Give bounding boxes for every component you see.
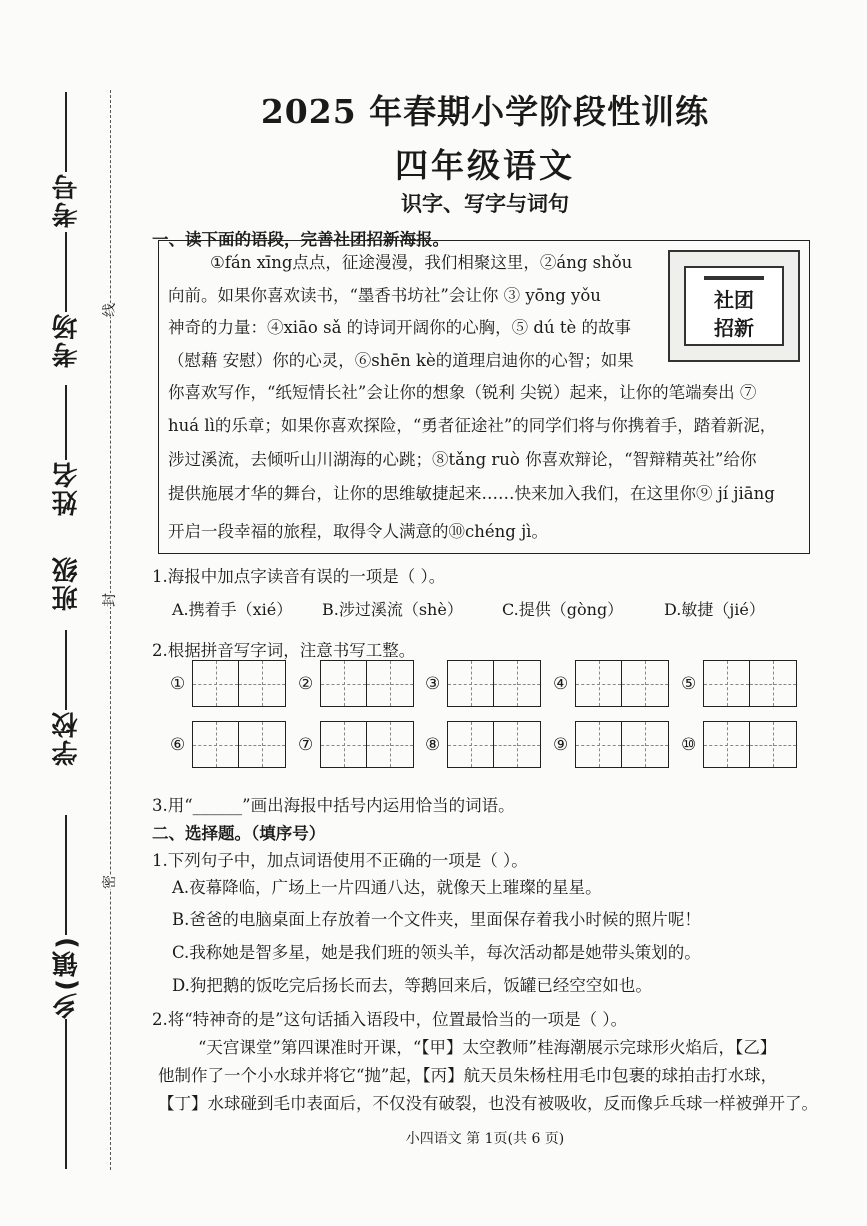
grid-number: ⑤ <box>681 673 697 694</box>
xingming-blank[interactable] <box>65 385 67 460</box>
part1-q1-option-a[interactable]: A.携着手（xié） <box>172 600 293 619</box>
part1-q1-option-c[interactable]: C.提供（gòng） <box>502 600 624 619</box>
writing-grid-2[interactable] <box>298 660 414 707</box>
writing-grid-1[interactable] <box>170 660 286 707</box>
kaochang-blank[interactable] <box>65 232 67 312</box>
section-title: 识字、写字与词句 <box>401 192 569 216</box>
page-footer: 小四语文 第 1页(共 6 页) <box>405 1131 565 1147</box>
poster-line-1: ①fán xīng点点，征途漫漫，我们相聚这里，②áng shǒu <box>210 253 633 272</box>
part1-q1-option-b[interactable]: B.涉过溪流（shè） <box>322 600 463 619</box>
poster-line-4: （慰藉 安慰）你的心灵，⑥shēn kè的道理启迪你的心智；如果 <box>168 351 634 370</box>
xuexiao-blank[interactable] <box>65 630 67 710</box>
field-xuexiao[interactable] <box>46 630 86 766</box>
club-recruitment-logo <box>668 250 800 362</box>
grid-number: ⑧ <box>425 734 441 755</box>
poster-line-9: 开启一段幸福的旅程，取得令人满意的⑩chéng jì。 <box>168 522 548 541</box>
xiangzhen-blank-top[interactable] <box>65 815 67 935</box>
xingming-label: 姓名 <box>51 460 82 516</box>
poster-line-8: 提供施展才华的舞台，让你的思维敏捷起来……快来加入我们，在这里你⑨ jí jiāng <box>168 484 775 503</box>
writing-grid-7[interactable] <box>298 721 414 768</box>
exam-title: 2025 年春期小学阶段性训练 <box>260 92 710 131</box>
field-xiangzhen[interactable] <box>46 815 86 1169</box>
part2-q2-passage-1: “天宫课堂”第四课准时开课，“【甲】太空教师”桂海潮展示完球形火焰后，【乙】 <box>198 1038 777 1057</box>
field-kaochang[interactable] <box>46 232 86 368</box>
part2-q2-passage-3: 【丁】水球碰到毛巾表面后，不仅没有破裂，也没有被吸收，反而像乒乓球一样被弹开了。 <box>158 1094 818 1113</box>
logo-text-bottom: 招新 <box>714 316 754 340</box>
writing-grid-5[interactable] <box>681 660 797 707</box>
poster-line-2: 向前。如果你喜欢读书，“墨香书坊社”会让你 ③ yōng yǒu <box>168 286 601 305</box>
part1-q2: 2.根据拼音写字词，注意书写工整。 <box>152 641 416 660</box>
poster-line-7: 涉过溪流，去倾听山川湖海的心跳；⑧tǎng ruò 你喜欢辩论，“智辩精英社”给你 <box>168 450 757 469</box>
poster-line-3: 神奇的力量：④xiāo sǎ 的诗词开阔你的心胸，⑤ dú tè 的故事 <box>168 318 631 337</box>
logo-text-top: 社团 <box>714 288 754 312</box>
xuexiao-label: 学校 <box>51 710 82 766</box>
grid-number: ⑨ <box>553 734 569 755</box>
binding-dashed-line <box>110 90 111 1170</box>
grid-number: ② <box>298 673 314 694</box>
subject-title: 四年级语文 <box>395 146 575 185</box>
writing-grid-4[interactable] <box>553 660 669 707</box>
grid-number: ③ <box>425 673 441 694</box>
part2-q1-option-b[interactable]: B.爸爸的电脑桌面上存放着一个文件夹，里面保存着我小时候的照片呢！ <box>172 910 701 929</box>
seal-char-mi: 密 <box>99 875 119 889</box>
writing-grid-6[interactable] <box>170 721 286 768</box>
part1-q1-option-d[interactable]: D.敏捷（jié） <box>664 600 765 619</box>
kaochang-label: 考场 <box>51 312 82 368</box>
seal-char-feng: 封 <box>99 593 119 607</box>
grid-number: ⑩ <box>681 734 697 755</box>
grid-number: ⑥ <box>170 734 186 755</box>
part1-q3: 3.用“______”画出海报中括号内运用恰当的词语。 <box>152 796 515 815</box>
part2-q2: 2.将“特神奇的是”这句话插入语段中，位置最恰当的一项是（ ）。 <box>152 1010 628 1029</box>
part2-q1-option-d[interactable]: D.狗把鹅的饭吃完后扬长而去，等鹅回来后，饭罐已经空空如也。 <box>172 976 652 995</box>
writing-grid-3[interactable] <box>425 660 541 707</box>
xiangzhen-blank-bottom[interactable] <box>65 1019 67 1169</box>
banji-label: 班级 <box>51 555 82 611</box>
part2-heading: 二、选择题。（填序号） <box>152 824 326 843</box>
part2-q1-option-c[interactable]: C.我称她是智多星，她是我们班的领头羊，每次活动都是她带头策划的。 <box>172 943 701 962</box>
grid-number: ④ <box>553 673 569 694</box>
field-banji[interactable] <box>46 555 86 611</box>
poster-line-6: huá lì的乐章；如果你喜欢探险，“勇者征途社”的同学们将与你携着手，踏着新泥， <box>168 416 777 435</box>
kaohao-blank[interactable] <box>65 92 67 172</box>
part1-heading: 一、读下面的语段，完善社团招新海报。 <box>152 230 449 249</box>
seal-char-xian: 线 <box>99 303 119 317</box>
part2-q2-passage-2: 他制作了一个小水球并将它“抛”起，【丙】航天员朱杨柱用毛巾包裹的球拍击打水球， <box>158 1066 778 1085</box>
poster-line-5: 你喜欢写作，“纸短情长社”会让你的想象（锐利 尖锐）起来，让你的笔端奏出 ⑦ <box>168 383 757 402</box>
field-kaohao[interactable] <box>46 92 86 228</box>
writing-grid-10[interactable] <box>681 721 797 768</box>
grid-number: ① <box>170 673 186 694</box>
writing-grid-8[interactable] <box>425 721 541 768</box>
kaohao-label: 考号 <box>51 172 82 228</box>
part2-q1: 1.下列句子中，加点词语使用不正确的一项是（ ）。 <box>152 851 528 870</box>
part2-q1-option-a[interactable]: A.夜幕降临，广场上一片四通八达，就像天上璀璨的星星。 <box>172 878 602 897</box>
part1-q1: 1.海报中加点字读音有误的一项是（ ）。 <box>152 567 446 586</box>
field-xingming[interactable] <box>46 385 86 516</box>
writing-grid-9[interactable] <box>553 721 669 768</box>
grid-number: ⑦ <box>298 734 314 755</box>
xiangzhen-label: 乡(镇) <box>51 935 82 1019</box>
